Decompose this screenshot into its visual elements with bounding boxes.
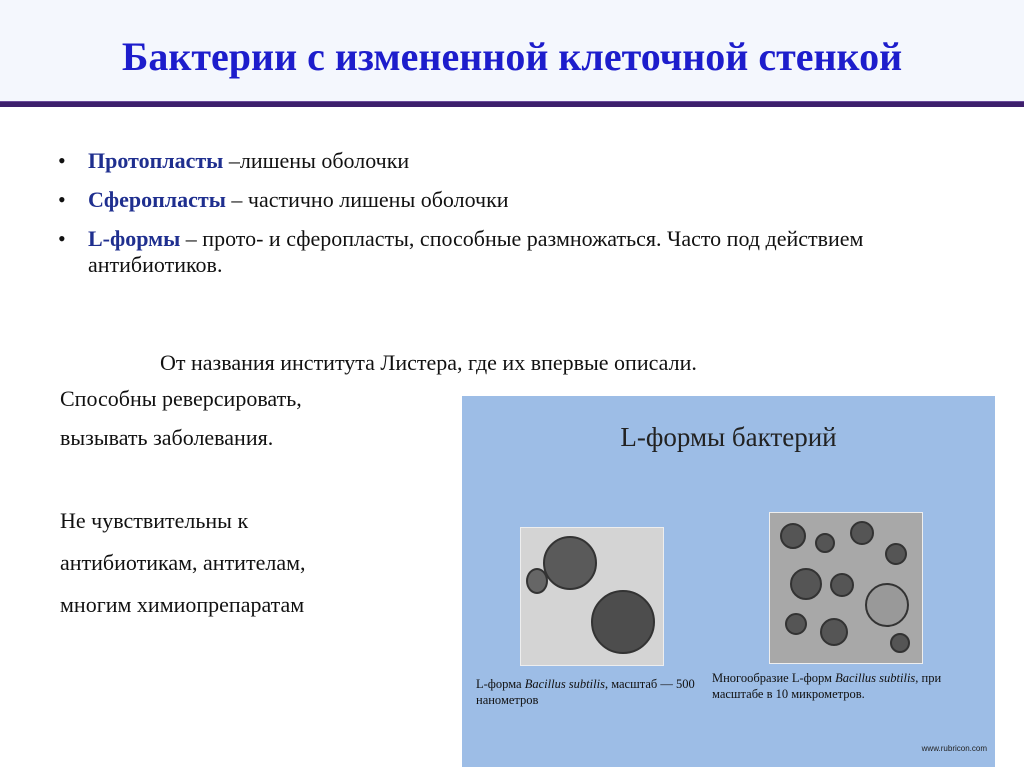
insensitivity-line-3: многим химиопрепаратам xyxy=(60,592,305,617)
caption-left xyxy=(476,676,716,708)
insensitivity-line-2: антибиотикам, антителам, xyxy=(60,550,306,575)
bullet-icon: • xyxy=(58,226,66,251)
caption-text: , при масштабе в 10 микрометров. xyxy=(712,671,942,701)
figure-source: www.rubricon.com xyxy=(921,744,987,753)
origin-note: От названия института Листера, где их впервые описали. xyxy=(160,350,697,375)
bullet-term: Сферопласты xyxy=(88,187,226,212)
title-divider xyxy=(0,101,1024,107)
micrograph-many-cells xyxy=(769,512,923,664)
caption-text: , масштаб — 500 нанометров xyxy=(476,677,695,707)
caption-text: L-форма xyxy=(476,677,525,691)
bullet-text: – прото- и сферопласты, способные размножаться. Часто под действием антибиотиков. xyxy=(88,226,864,277)
bullet-l-forms xyxy=(58,226,968,278)
bullet-spheroplasts xyxy=(58,187,988,213)
bullet-list xyxy=(58,148,988,291)
figure-title: L-формы бактерий xyxy=(620,422,837,452)
insensitivity-line-1: Не чувствительны к xyxy=(60,508,249,533)
micrograph-single-cell xyxy=(520,527,664,666)
property-line-1: Способны реверсировать, xyxy=(60,386,302,411)
bullet-text: – частично лишены оболочки xyxy=(225,187,509,212)
figure-panel xyxy=(462,396,995,767)
bullet-term: L-формы xyxy=(88,226,181,251)
bullet-icon: • xyxy=(58,187,66,212)
bullet-protoplasts xyxy=(58,148,988,174)
caption-right xyxy=(712,670,972,702)
bullet-text: –лишены оболочки xyxy=(223,148,410,173)
bullet-icon: • xyxy=(58,148,66,173)
caption-species: Bacillus subtilis xyxy=(524,677,605,691)
caption-text: Многообразие L-форм xyxy=(712,671,836,685)
slide-title: Бактерии с измененной клеточной стенкой xyxy=(121,34,903,79)
caption-species: Bacillus subtilis xyxy=(835,671,916,685)
property-line-2: вызывать заболевания. xyxy=(60,425,274,450)
bullet-term: Протопласты xyxy=(88,148,224,173)
